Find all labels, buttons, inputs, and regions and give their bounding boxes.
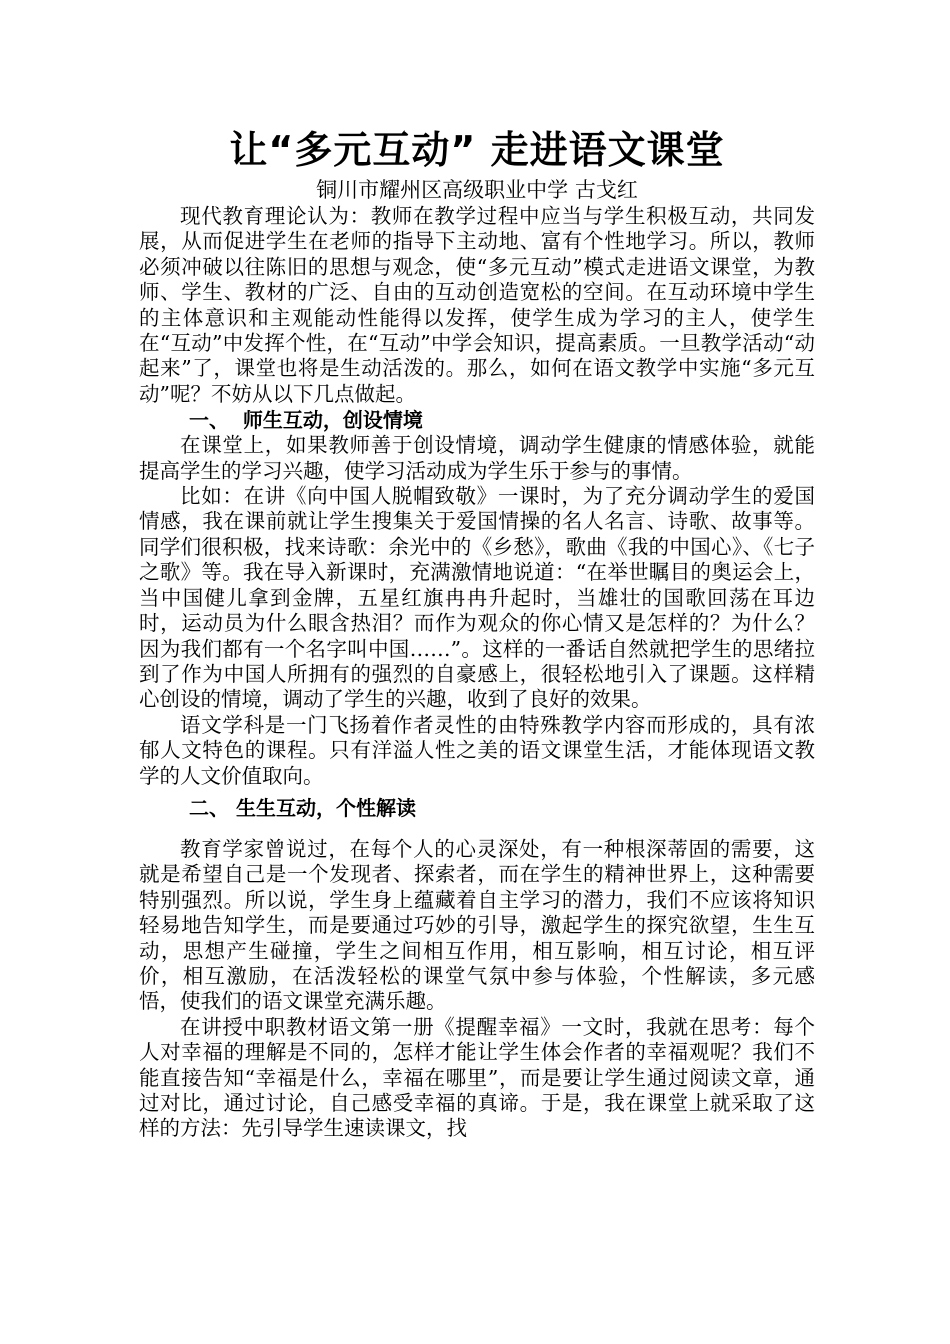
document-title: 让“多元互动” 走进语文课堂 (229, 128, 725, 172)
author-byline: 铜川市耀州区高级职业中学 古戈红 (316, 178, 638, 202)
paragraph-intro: 现代教育理论认为：教师在教学过程中应当与学生积极互动，共同发展，从而促进学生在老师的指导下主动地、富有个性地学习。所以，教师必须冲破以往陈旧的思想与观念，使“多元互动”模式走进语文课堂，为教师、学生、教材的广泛、自由的互动创造宽松的空间。在互动环境中学生的主体意识和主观能动性能得以发挥，使学生成为学习的主人，使学生在“互动”中发挥个性，在“互动”中学会知识，提高素质。一旦教学活动“动起来”了，课堂也将是生动活泼的。那么，如何在语文教学中实施“多元互动”呢？不妨从以下几点做起。 (139, 204, 815, 406)
paragraph-section1-summary: 语文学科是一门飞扬着作者灵性的由特殊教学内容而形成的，具有浓郁人文特色的课程。只有洋溢人性之美的语文课堂生活，才能体现语文教学的人文价值取向。 (139, 712, 815, 788)
paragraph-section2-example: 在讲授中职教材语文第一册《提醒幸福》一文时，我就在思考：每个人对幸福的理解是不同的，怎样才能让学生体会作者的幸福观呢？我们不能直接告知“幸福是什么，幸福在哪里”，而是要让学生通过阅读文章，通过对比，通过讨论，自己感受幸福的真谛。于是，我在课堂上就采取了这样的方法：先引导学生速读课文，找 (139, 1014, 815, 1141)
paragraph-section1-example: 比如：在讲《向中国人脱帽致敬》一课时，为了充分调动学生的爱国情感，我在课前就让学生搜集关于爱国情操的名人名言、诗歌、故事等。同学们很积极，找来诗歌：余光中的《乡愁》，歌曲《我的中国心》、《七子之歌》等。我在导入新课时，充满激情地说道：“在举世瞩目的奥运会上，当中国健儿拿到金牌，五星红旗冉冉升起时，当雄壮的国歌回荡在耳边时，运动员为什么眼含热泪？而作为观众的你心情又是怎样的？为什么？因为我们都有一个名字叫中国……”。这样的一番话自然就把学生的思绪拉到了作为中国人所拥有的强烈的自豪感上，很轻松地引入了课题。这样精心创设的情境，调动了学生的兴趣，收到了良好的效果。 (139, 484, 815, 712)
section-heading-1: 一、 师生互动，创设情境 (189, 408, 423, 433)
document-page (139, 124, 815, 1142)
paragraph-section2-intro: 教育学家曾说过，在每个人的心灵深处，有一种根深蒂固的需要，这就是希望自己是一个发现者、探索者，而在学生的精神世界上，这种需要特别强烈。所以说，学生身上蕴藏着自主学习的潜力，我们不应该将知识轻易地告知学生，而是要通过巧妙的引导，激起学生的探究欲望，生生互动，思想产生碰撞，学生之间相互作用，相互影响，相互讨论，相互评价，相互激励，在活泼轻松的课堂气氛中参与体验，个性解读，多元感悟，使我们的语文课堂充满乐趣。 (139, 836, 815, 1014)
section-heading-2: 二、 生生互动，个性解读 (189, 795, 416, 820)
paragraph-section1-intro: 在课堂上，如果教师善于创设情境，调动学生健康的情感体验，就能提高学生的学习兴趣，使学习活动成为学生乐于参与的事情。 (139, 433, 815, 483)
